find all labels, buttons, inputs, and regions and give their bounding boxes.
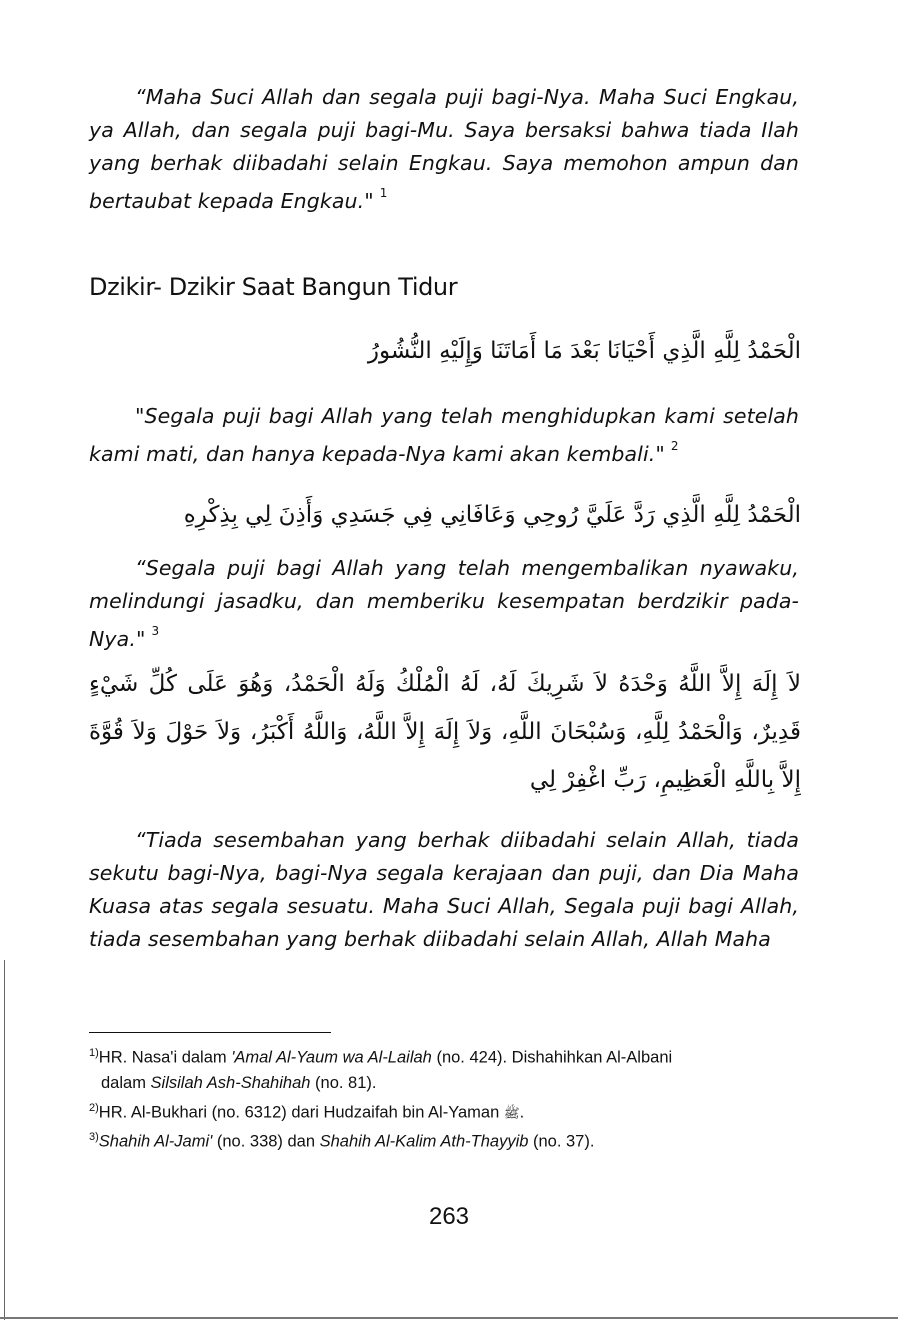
footnote-ref: 1 <box>379 186 388 200</box>
footnote-ref: 2 <box>670 439 679 453</box>
page-edge <box>0 1317 898 1319</box>
page-number: 263 <box>428 1203 470 1230</box>
footnote-1-continued: dalam Silsilah Ash-Shahihah (no. 81). <box>101 1073 377 1092</box>
translation-1-text: "Segala puji bagi Allah yang telah menghidupkan kami setelah kami mati, dan hanya kepada-Nya kami akan kembali." <box>89 404 799 466</box>
translation-3-text: “Tiada sesembahan yang berhak diibadahi selain Allah, tiada sekutu bagi-Nya, bagi-Nya segala kerajaan dan puji, dan Dia Maha Kuasa atas segala sesuatu. Maha Suci Allah, Segala puji bagi Allah, tiada sesembahan yang berhak diibadahi selain Allah, Allah Maha <box>89 828 799 951</box>
arabic-dhikr-1: الْحَمْدُ لِلَّهِ الَّذِي أَحْيَانَا بَعْدَ مَا أَمَاتَنَا وَإِلَيْهِ النُّشُورُ <box>367 338 801 364</box>
arabic-dhikr-3: لاَ إِلَهَ إِلاَّ اللَّهُ وَحْدَهُ لاَ شَرِيكَ لَهُ، لَهُ الْمُلْكُ وَلَهُ الْحَمْدُ، وَهُوَ عَلَى كُلِّ شَيْءٍ قَدِيرٌ، وَالْحَمْدُ لِلَّهِ، وَسُبْحَانَ اللَّهِ، وَلاَ إِلَهَ إِلاَّ اللَّهُ، وَاللَّهُ أَكْبَرُ، وَلاَ حَوْلَ وَلاَ قُوَّةَ إِلاَّ بِاللَّهِ الْعَظِيمِ، رَبِّ اغْفِرْ لِي <box>89 671 801 793</box>
footnote-1: $^{1)}$HR. Nasa'i dalam 'Amal Al-Yaum wa Al-Lailah (no. 424). Dishahihkan Al-Albani <box>89 1047 673 1067</box>
translation-1 <box>89 400 799 471</box>
arabic-dhikr-2: الْحَمْدُ لِلَّهِ الَّذِي رَدَّ عَلَيَّ رُوحِي وَعَافَانِي فِي جَسَدِي وَأَذِنَ لِي بِذِكْرِهِ <box>183 502 801 528</box>
translation-3 <box>89 824 799 956</box>
footnote-divider <box>89 1032 331 1033</box>
footnote-ref: 3 <box>151 624 160 638</box>
translation-2 <box>89 552 799 656</box>
intro-quote <box>89 81 799 218</box>
honorific-symbol-icon: ﷺ <box>503 1105 520 1120</box>
translation-2-text: “Segala puji bagi Allah yang telah mengembalikan nyawaku, melindungi jasadku, dan memberiku kesempatan berdzikir pada-Nya." <box>89 556 799 651</box>
intro-quote-text: “Maha Suci Allah dan segala puji bagi-Nya. Maha Suci Engkau, ya Allah, dan segala puji bagi-Mu. Saya bersaksi bahwa tiada Ilah yang berhak diibadahi selain Engkau. Saya memohon ampun dan bertaubat kepada Engkau." <box>89 85 799 213</box>
footnotes <box>89 1041 801 1155</box>
section-heading: Dzikir- Dzikir Saat Bangun Tidur <box>89 273 458 301</box>
footnote-3: $^{3)}$Shahih Al-Jami' (no. 338) dan Shahih Al-Kalim Ath-Thayyib (no. 37). <box>89 1131 595 1151</box>
footnote-2: $^{2)}$HR. Al-Bukhari (no. 6312) dari Hudzaifah bin Al-Yaman ﷺ. <box>89 1101 525 1121</box>
page-edge <box>4 960 5 1320</box>
